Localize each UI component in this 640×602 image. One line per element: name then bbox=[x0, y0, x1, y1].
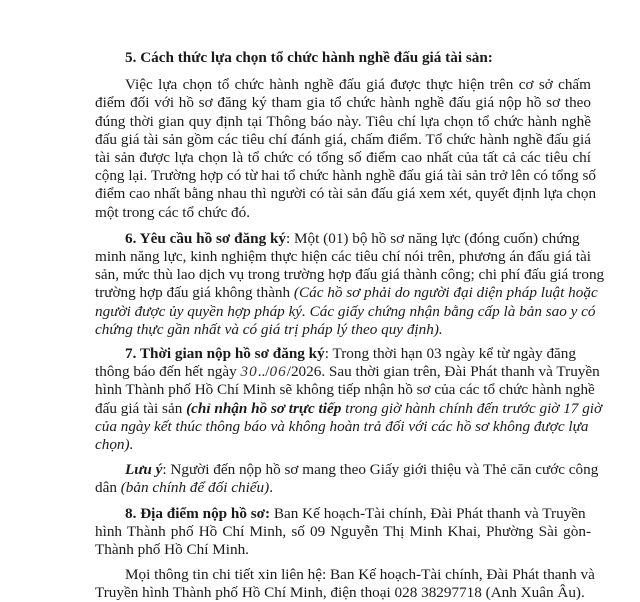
section6-first-line bbox=[125, 229, 580, 248]
contact-line: Truyền hình Thành phố Hồ Chí Minh, điện thoại 028 38297718 (Anh Xuân Âu). bbox=[95, 584, 585, 602]
section7-bold-italic: (chỉ nhận hồ sơ trực tiếp bbox=[186, 399, 342, 417]
section5-line: điểm đối với hồ sơ đăng ký tham gia tổ chức hành nghề đấu giá nộp hồ sơ theo bbox=[95, 94, 591, 112]
note-text: dân bbox=[95, 479, 121, 497]
note-italic: (bản chính để đối chiếu) bbox=[120, 479, 270, 497]
note-end: . bbox=[269, 479, 273, 497]
section7-heading: 7. Thời gian nộp hồ sơ đăng ký bbox=[125, 345, 325, 362]
section8-line: hình Thành phố Hồ Chí Minh, số 09 Nguyễn Thị Minh Khai, Phường Sài gòn- bbox=[95, 522, 591, 540]
contact-line: Mọi thông tin chi tiết xin liên hệ: Ban Kế hoạch-Tài chính, Đài Phát thanh và bbox=[125, 566, 595, 584]
section8-heading: 8. Địa điểm nộp hồ sơ: bbox=[125, 504, 271, 522]
section8-first-line bbox=[125, 504, 586, 523]
section5-line: Việc lựa chọn tổ chức hành nghề đấu giá được thực hiện trên cơ sở chấm bbox=[125, 76, 591, 94]
date-separator: ../ bbox=[257, 363, 270, 381]
section7-intro: : Trong thời hạn 03 ngày kể từ ngày đăng bbox=[324, 345, 576, 362]
section6-italic-line: người được ủy quyền hợp pháp ký. Các giấy chứng nhận bằng cấp là bản sao y có bbox=[95, 302, 596, 320]
section6-line: minh năng lực, kinh nghiệm thực hiện các tiêu chí nói trên, phương án đấu giá tài bbox=[95, 248, 591, 265]
section7-italic-line: của ngày kết thúc thông báo và không hoàn trả đối với các hồ sơ không được lựa bbox=[95, 417, 589, 435]
note-text: : Người đến nộp hồ sơ mang theo Giấy giới thiệu và Thẻ căn cước công bbox=[162, 461, 599, 479]
note-first-line bbox=[125, 460, 598, 479]
handwritten-month: 06 bbox=[269, 363, 287, 381]
section5-line: đấu giá tài sản gồm các tiêu chí đánh giá, chấm điểm. Tổ chức hành nghề đấu giá bbox=[95, 130, 591, 148]
section8-line: Thành phố Hồ Chí Minh. bbox=[95, 541, 249, 558]
section7-italic-line: chọn). bbox=[95, 436, 134, 453]
section7-italic-text: trong giờ hành chính đến trước giờ 17 giờ bbox=[341, 399, 603, 417]
section6-italic-line: chứng thực gần nhất và có giá trị pháp lý theo quy định). bbox=[95, 320, 443, 338]
section7-line: hình Thành phố Hồ Chí Minh sẽ không tiếp nhận hồ sơ của các tổ chức hành nghề bbox=[95, 381, 595, 399]
note-label: Lưu ý bbox=[125, 461, 163, 479]
section7-mixed-line bbox=[95, 399, 602, 418]
section5-line: điểm cao nhất bằng nhau thì người có tài sản đấu giá xem xét, quyết định lựa chọn bbox=[95, 185, 597, 203]
section5-line: tài sản được lựa chọn là tổ chức có tổng số điểm cao nhất của tất cả các tiêu chí bbox=[95, 149, 591, 166]
note-second-line bbox=[95, 478, 273, 497]
section6-italic-start: (Các hồ sơ phải do người đại diện pháp luật hoặc bbox=[293, 284, 598, 302]
section6-intro: : Một (01) bộ hồ sơ năng lực (đóng cuốn) chứng bbox=[286, 229, 580, 247]
section7-text: /2026. Sau thời gian trên, Đài Phát thanh và Truyền bbox=[286, 363, 600, 381]
section6-line: trường hợp đấu giá không thành bbox=[95, 284, 294, 302]
section7-date-line bbox=[95, 362, 600, 381]
section6-mixed-line bbox=[95, 283, 598, 302]
section8-intro: Ban Kế hoạch-Tài chính, Đài Phát thanh và Truyền bbox=[270, 504, 586, 522]
section7-text: thông báo đến hết ngày bbox=[95, 363, 241, 381]
section6-line: sản, mức thù lao dịch vụ trong trường hợp đấu giá thành công; chi phí đấu giá trong bbox=[95, 266, 605, 284]
section5-line: đúng thời gian quy định tại Thông báo này. Tiêu chí lựa chọn tổ chức hành nghề bbox=[95, 112, 591, 130]
section7-text: đấu giá tài sản bbox=[95, 399, 187, 417]
section5-heading: 5. Cách thức lựa chọn tổ chức hành nghề đấu giá tài sản: bbox=[125, 49, 493, 66]
handwritten-day: 30 bbox=[240, 363, 258, 381]
section5-line: một trong các tổ chức đó. bbox=[95, 203, 250, 221]
section6-heading: 6. Yêu cầu hồ sơ đăng ký bbox=[125, 229, 287, 247]
section5-line: cộng lại. Trường hợp có từ hai tổ chức hành nghề đấu giá tài sản trở lên có tổng số bbox=[95, 167, 596, 185]
section7-first-line bbox=[125, 344, 576, 363]
